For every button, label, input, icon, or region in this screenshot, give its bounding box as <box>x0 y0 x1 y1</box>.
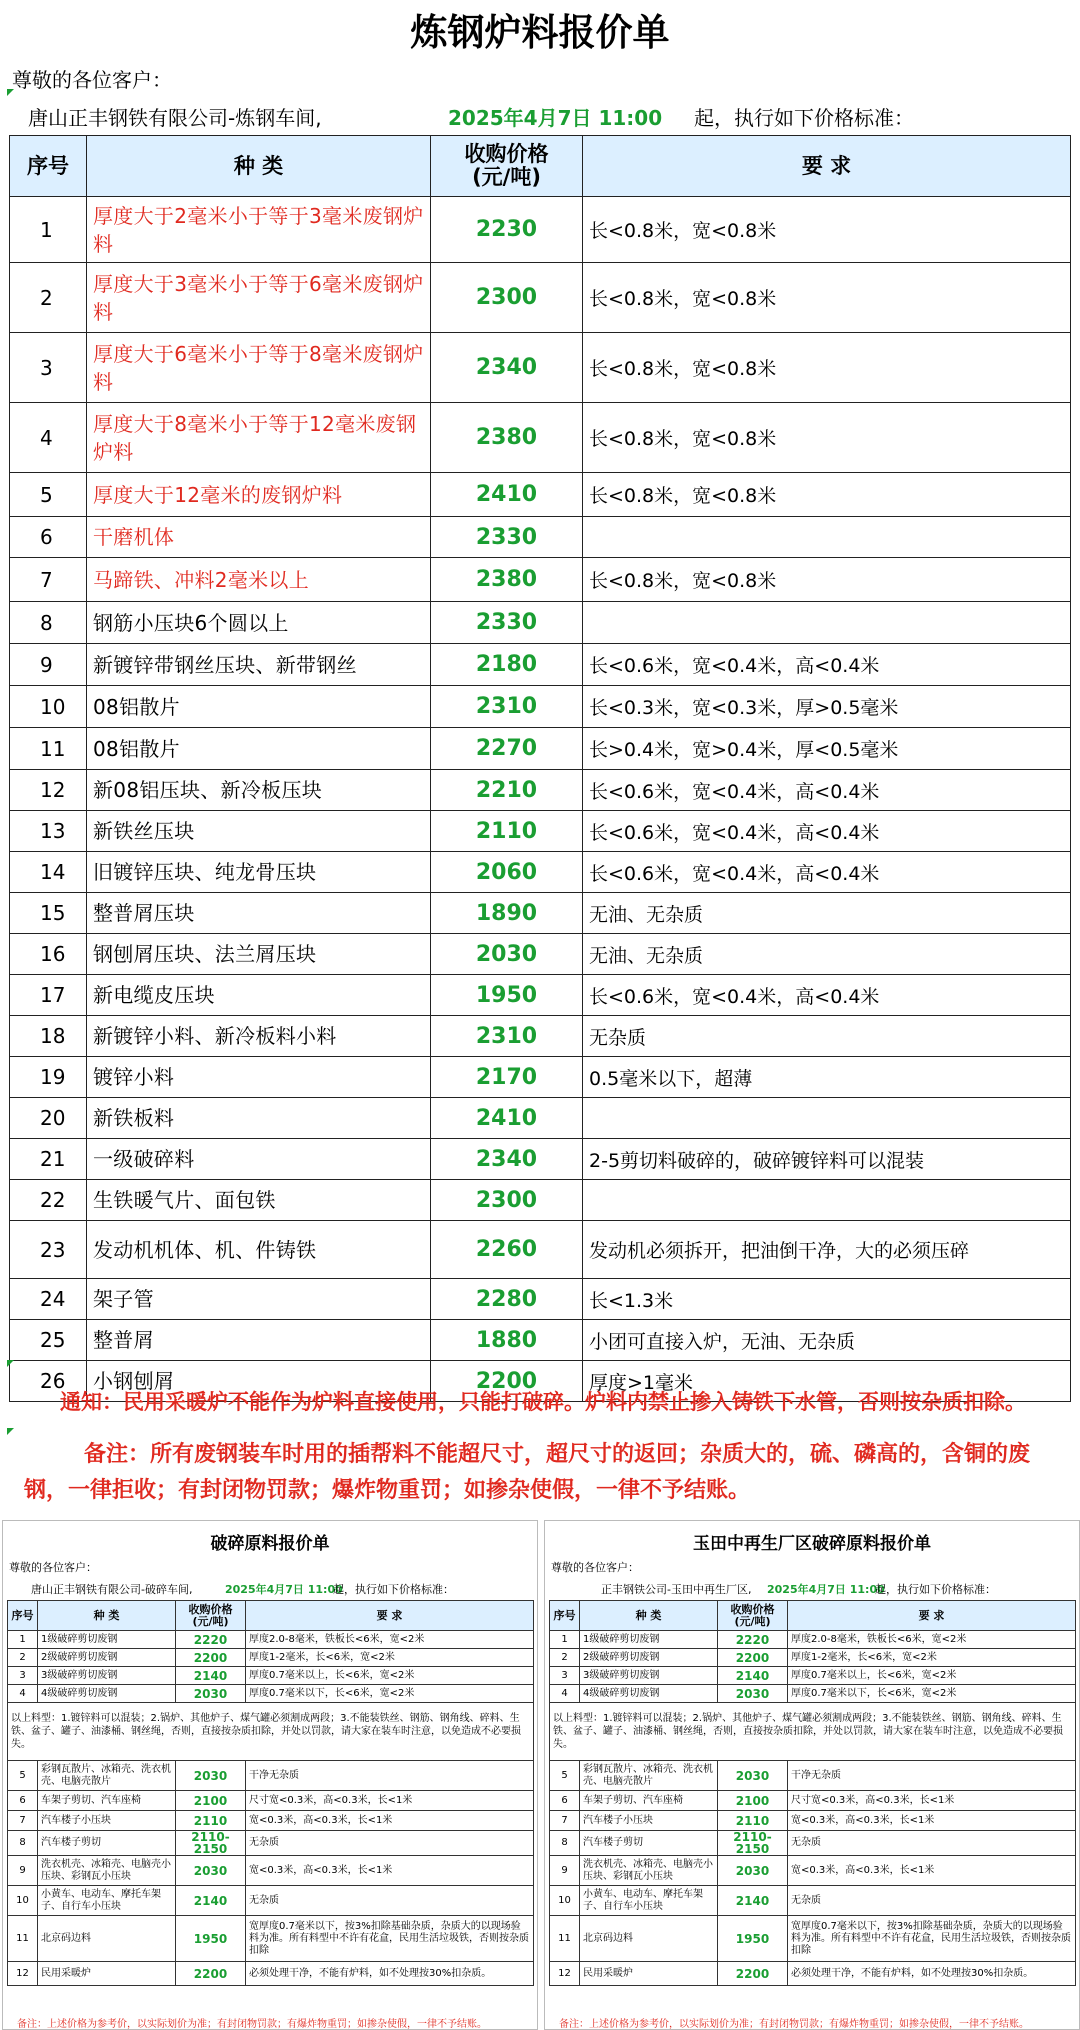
material-name: 钢刨屑压块、法兰屑压块 <box>87 934 431 975</box>
requirement: 长<0.6米，宽<0.4米，高<0.4米 <box>583 975 1071 1016</box>
sheet-row <box>8 1831 534 1856</box>
sheet-cell-price: 2030 <box>718 1761 788 1791</box>
sheet-cell-price: 2030 <box>176 1761 246 1791</box>
remark-text: 备注：所有废钢装车时用的插帮料不能超尺寸，超尺寸的返回；杂质大的，硫、磷高的，含铜的废钢，一律拒收；有封闭物罚款；爆炸物重罚；如掺杂使假，一律不予结账。 <box>24 1442 1031 1503</box>
material-name: 08铝散片 <box>87 686 431 728</box>
material-name: 整普屑 <box>87 1320 431 1361</box>
material-name: 新电缆皮压块 <box>87 975 431 1016</box>
row-number: 19 <box>10 1057 87 1098</box>
material-name: 厚度大于2毫米小于等于3毫米废钢炉料 <box>87 197 431 263</box>
table-row <box>10 934 1071 975</box>
header-no: 序号 <box>10 136 87 197</box>
row-number: 25 <box>10 1320 87 1361</box>
row-number: 10 <box>10 686 87 728</box>
header-price <box>431 136 583 197</box>
yutian-price-sheet <box>544 1520 1080 2030</box>
row-number: 5 <box>10 473 87 517</box>
sheet-row <box>550 1631 1076 1649</box>
purchase-price: 2310 <box>431 1016 583 1057</box>
sheet-cell-name: 3级破碎剪切废钢 <box>580 1667 718 1685</box>
purchase-price: 1950 <box>431 975 583 1016</box>
header-price-line: 收购价格 <box>464 142 549 166</box>
requirement <box>583 1180 1071 1221</box>
requirement <box>583 1098 1071 1139</box>
sheet-table <box>549 1600 1076 1986</box>
sheet-header-cell: 序号 <box>8 1601 38 1631</box>
purchase-price: 2280 <box>431 1279 583 1320</box>
requirement: 2-5剪切料破碎的，破碎镀锌料可以混装 <box>583 1139 1071 1180</box>
sheet-cell-req: 必须处理干净，不能有炉料，如不处理按30%扣杂质。 <box>246 1962 534 1986</box>
sheet-cell-no: 3 <box>550 1667 580 1685</box>
table-row <box>10 1139 1071 1180</box>
sheet-cell-req: 厚度2.0-8毫米，铁板长<6米，宽<2米 <box>788 1631 1076 1649</box>
sheet-cell-name: 彩钢瓦散片、冰箱壳、洗衣机壳、电脑壳散片 <box>38 1761 176 1791</box>
row-number: 18 <box>10 1016 87 1057</box>
row-number: 3 <box>10 333 87 403</box>
sheet-cell-price: 2140 <box>718 1667 788 1685</box>
requirement: 厚度>1毫米 <box>583 1361 1071 1402</box>
header-kind: 种 类 <box>87 136 431 197</box>
row-number: 12 <box>10 770 87 811</box>
sheet-cell-name: 北京码边料 <box>580 1916 718 1962</box>
requirement: 发动机必须拆开，把油倒干净，大的必须压碎 <box>583 1221 1071 1279</box>
material-name: 干磨机体 <box>87 517 431 558</box>
purchase-price: 2300 <box>431 263 583 333</box>
sheet-cell-no: 11 <box>8 1916 38 1962</box>
sheet-cell-req: 厚度0.7毫米以下，长<6米，宽<2米 <box>246 1685 534 1703</box>
sheet-cell-req: 厚度2.0-8毫米，铁板长<6米，宽<2米 <box>246 1631 534 1649</box>
requirement: 长<0.8米，宽<0.8米 <box>583 263 1071 333</box>
sheet-cell-req: 厚度1-2毫米，长<6米，宽<2米 <box>246 1649 534 1667</box>
sheet-cell-req: 干净无杂质 <box>788 1761 1076 1791</box>
table-row <box>10 333 1071 403</box>
sheet-row <box>8 1667 534 1685</box>
sheet-cell-price: 2110 <box>176 1811 246 1831</box>
material-name: 小钢刨屑 <box>87 1361 431 1402</box>
requirement: 长<0.8米，宽<0.8米 <box>583 473 1071 517</box>
sheet-cell-no: 4 <box>8 1685 38 1703</box>
sheet-greeting: 尊敬的各位客户： <box>551 1561 639 1574</box>
material-name: 厚度大于6毫米小于等于8毫米废钢炉料 <box>87 333 431 403</box>
sheet-cell-name: 3级破碎剪切废钢 <box>38 1667 176 1685</box>
table-row <box>10 811 1071 852</box>
sheet-header-cell: 种 类 <box>38 1601 176 1631</box>
sheet-cell-name: 4级破碎剪切废钢 <box>580 1685 718 1703</box>
effective-suffix: 起，执行如下价格标准： <box>694 106 914 130</box>
material-name: 钢筋小压块6个圆以上 <box>87 602 431 644</box>
material-name: 整普屑压块 <box>87 893 431 934</box>
table-row <box>10 770 1071 811</box>
row-number: 13 <box>10 811 87 852</box>
purchase-price: 2260 <box>431 1221 583 1279</box>
table-row <box>10 517 1071 558</box>
cell-marker-icon <box>7 1428 14 1435</box>
sheet-cell-no: 8 <box>8 1831 38 1856</box>
sheet-suffix: 起，执行如下价格标准： <box>875 1583 996 1596</box>
row-number: 14 <box>10 852 87 893</box>
purchase-price: 2270 <box>431 728 583 770</box>
sheet-cell-name: 民用采暖炉 <box>580 1962 718 1986</box>
header-requirement: 要 求 <box>583 136 1071 197</box>
requirement: 长<1.3米 <box>583 1279 1071 1320</box>
sheet-cell-price: 2200 <box>718 1649 788 1667</box>
requirement: 小团可直接入炉，无油、无杂质 <box>583 1320 1071 1361</box>
table-row <box>10 893 1071 934</box>
sheet-cell-no: 12 <box>550 1962 580 1986</box>
sheet-cell-no: 2 <box>550 1649 580 1667</box>
sheet-table <box>7 1600 534 1986</box>
sheet-suffix: 起，执行如下价格标准： <box>333 1583 454 1596</box>
sheet-cell-name: 车架子剪切、汽车座椅 <box>38 1791 176 1811</box>
sheet-row <box>8 1962 534 1986</box>
purchase-price: 2410 <box>431 473 583 517</box>
sheet-cell-name: 1级破碎剪切废钢 <box>580 1631 718 1649</box>
sheet-cell-req: 无杂质 <box>246 1886 534 1916</box>
material-name: 厚度大于8毫米小于等于12毫米废钢炉料 <box>87 403 431 473</box>
table-row <box>10 1180 1071 1221</box>
row-number: 2 <box>10 263 87 333</box>
header-price-line: (元/吨) <box>472 165 541 189</box>
sheet-cell-price: 1950 <box>176 1916 246 1962</box>
sheet-cell-no: 9 <box>8 1856 38 1886</box>
sheet-row <box>550 1962 1076 1986</box>
sheet-cell-no: 1 <box>550 1631 580 1649</box>
row-number: 7 <box>10 558 87 602</box>
row-number: 11 <box>10 728 87 770</box>
requirement: 无杂质 <box>583 1016 1071 1057</box>
purchase-price: 2340 <box>431 1139 583 1180</box>
sheet-cell-name: 4级破碎剪切废钢 <box>38 1685 176 1703</box>
table-row <box>10 1221 1071 1279</box>
sheet-cell-price: 2200 <box>718 1962 788 1986</box>
sheet-row <box>8 1856 534 1886</box>
sheet-cell-no: 10 <box>8 1886 38 1916</box>
requirement: 无油、无杂质 <box>583 893 1071 934</box>
purchase-price: 2170 <box>431 1057 583 1098</box>
sheet-cell-req: 宽<0.3米，高<0.3米，长<1米 <box>788 1811 1076 1831</box>
requirement: 长<0.8米，宽<0.8米 <box>583 197 1071 263</box>
material-name: 厚度大于3毫米小于等于6毫米废钢炉料 <box>87 263 431 333</box>
sheet-cell-name: 汽车楼子剪切 <box>38 1831 176 1856</box>
sheet-cell-no: 1 <box>8 1631 38 1649</box>
sheet-cell-name: 彩钢瓦散片、冰箱壳、洗衣机壳、电脑壳散片 <box>580 1761 718 1791</box>
material-name: 新08铝压块、新冷板压块 <box>87 770 431 811</box>
sheet-note: 以上料型：1.镀锌料可以混装；2.锅炉、其他炉子、煤气罐必须割成两段；3.不能装铁丝、钢筋、钢角线、碎料、生铁、盆子、罐子、油漆桶、钢丝绳，否则，直接按杂质扣除，并处以罚款，请大家在装车时注意，以免造成不必要损失。 <box>550 1703 1076 1761</box>
table-row <box>10 728 1071 770</box>
sheet-row <box>8 1916 534 1962</box>
purchase-price: 2180 <box>431 644 583 686</box>
material-name: 新镀锌带钢丝压块、新带钢丝 <box>87 644 431 686</box>
effective-date: 2025年4月7日 11:00 <box>448 106 663 130</box>
sheet-cell-req: 无杂质 <box>788 1886 1076 1916</box>
sheet-cell-price: 2110-2150 <box>176 1831 246 1856</box>
table-header-row <box>10 136 1071 197</box>
page-title: 炼钢炉料报价单 <box>410 11 670 54</box>
sheet-row <box>550 1811 1076 1831</box>
material-name: 厚度大于12毫米的废钢炉料 <box>87 473 431 517</box>
purchase-price: 2210 <box>431 770 583 811</box>
sheet-cell-price: 2200 <box>176 1962 246 1986</box>
sheet-cell-no: 9 <box>550 1856 580 1886</box>
sheet-cell-price: 2030 <box>718 1685 788 1703</box>
sheet-cell-price: 2220 <box>718 1631 788 1649</box>
row-number: 23 <box>10 1221 87 1279</box>
sheet-cell-price: 2030 <box>718 1856 788 1886</box>
sheet-cell-req: 必须处理干净，不能有炉料，如不处理按30%扣杂质。 <box>788 1962 1076 1986</box>
requirement <box>583 517 1071 558</box>
sheet-cell-no: 2 <box>8 1649 38 1667</box>
sheet-header-cell: 序号 <box>550 1601 580 1631</box>
sheet-cell-name: 汽车楼子小压块 <box>580 1811 718 1831</box>
requirement: 长<0.6米，宽<0.4米，高<0.4米 <box>583 644 1071 686</box>
requirement: 无油、无杂质 <box>583 934 1071 975</box>
sheet-cell-no: 10 <box>550 1886 580 1916</box>
sheet-row <box>550 1685 1076 1703</box>
requirement <box>583 602 1071 644</box>
row-number: 17 <box>10 975 87 1016</box>
material-name: 新铁丝压块 <box>87 811 431 852</box>
sheet-title: 破碎原料报价单 <box>210 1534 330 1554</box>
company-name: 唐山正丰钢铁有限公司-炼钢车间, <box>28 106 322 130</box>
sheet-row <box>550 1791 1076 1811</box>
table-row <box>10 852 1071 893</box>
crushing-price-sheet <box>2 1520 538 2030</box>
sheet-cell-name: 1级破碎剪切废钢 <box>38 1631 176 1649</box>
main-price-table <box>9 135 1071 1402</box>
row-number: 24 <box>10 1279 87 1320</box>
table-row <box>10 403 1071 473</box>
requirement: 0.5毫米以下，超薄 <box>583 1057 1071 1098</box>
sheet-greeting: 尊敬的各位客户： <box>9 1561 97 1574</box>
sheet-cell-no: 5 <box>8 1761 38 1791</box>
sheet-cell-no: 7 <box>8 1811 38 1831</box>
table-row <box>10 686 1071 728</box>
sheet-cell-req: 宽<0.3米，高<0.3米，长<1米 <box>246 1811 534 1831</box>
sheet-row <box>550 1886 1076 1916</box>
sheet-row <box>8 1811 534 1831</box>
sheet-cell-req: 干净无杂质 <box>246 1761 534 1791</box>
sheet-cell-req: 宽厚度0.7毫米以下，按3%扣除基础杂质，杂质大的以现场验料为准。所有料型中不许有花盒，民用生活垃圾铁，否则按杂质扣除 <box>788 1916 1076 1962</box>
notice-text: 通知：民用采暖炉不能作为炉料直接使用，只能打破碎。炉料内禁止掺入铸铁下水管，否则按杂质扣除。 <box>60 1390 1026 1414</box>
sheet-company: 正丰钢铁公司-玉田中再生厂区, <box>601 1583 752 1596</box>
sheet-cell-req: 宽厚度0.7毫米以下，按3%扣除基础杂质，杂质大的以现场验料为准。所有料型中不许有花盒，民用生活垃圾铁，否则按杂质扣除 <box>246 1916 534 1962</box>
requirement: 长<0.6米，宽<0.4米，高<0.4米 <box>583 770 1071 811</box>
sheet-cell-no: 5 <box>550 1761 580 1791</box>
purchase-price: 2410 <box>431 1098 583 1139</box>
row-number: 15 <box>10 893 87 934</box>
row-number: 22 <box>10 1180 87 1221</box>
table-row <box>10 473 1071 517</box>
sheet-cell-price: 1950 <box>718 1916 788 1962</box>
sheet-row <box>8 1685 534 1703</box>
sheet-cell-price: 2110-2150 <box>718 1831 788 1856</box>
sheet-cell-req: 宽<0.3米，高<0.3米，长<1米 <box>788 1856 1076 1886</box>
sheet-cell-name: 2级破碎剪切废钢 <box>580 1649 718 1667</box>
sheet-row <box>8 1761 534 1791</box>
purchase-price: 2380 <box>431 403 583 473</box>
requirement: 长<0.6米，宽<0.4米，高<0.4米 <box>583 852 1071 893</box>
sheet-cell-price: 2030 <box>176 1685 246 1703</box>
sheet-company: 唐山正丰钢铁有限公司-破碎车间, <box>31 1583 193 1596</box>
sheet-cell-name: 小黄车、电动车、摩托车架子、自行车小压块 <box>38 1886 176 1916</box>
sheet-cell-price: 2100 <box>718 1791 788 1811</box>
material-name: 架子管 <box>87 1279 431 1320</box>
sheet-header-cell: 收购价格 (元/吨) <box>718 1601 788 1631</box>
sheet-cell-price: 2140 <box>176 1886 246 1916</box>
row-number: 8 <box>10 602 87 644</box>
purchase-price: 2060 <box>431 852 583 893</box>
sheet-cell-name: 洗衣机壳、冰箱壳、电脑壳小压块、彩钢瓦小压块 <box>38 1856 176 1886</box>
purchase-price: 2200 <box>431 1361 583 1402</box>
sheet-cell-price: 2030 <box>176 1856 246 1886</box>
sheet-header-cell: 种 类 <box>580 1601 718 1631</box>
material-name: 发动机机体、机、件铸铁 <box>87 1221 431 1279</box>
sheet-cell-req: 厚度1-2毫米，长<6米，宽<2米 <box>788 1649 1076 1667</box>
sheet-footer: 备注：上述价格为参考价，以实际划价为准；有封闭物罚款；有爆炸物重罚；如掺杂使假，一律不予结账。 <box>17 2019 487 2030</box>
sheet-cell-req: 厚度0.7毫米以下，长<6米，宽<2米 <box>788 1685 1076 1703</box>
table-row <box>10 1098 1071 1139</box>
table-row <box>10 644 1071 686</box>
info-line <box>28 102 1068 132</box>
table-row <box>10 1320 1071 1361</box>
sheet-header-cell: 收购价格 (元/吨) <box>176 1601 246 1631</box>
sheet-row <box>8 1631 534 1649</box>
table-row <box>10 1016 1071 1057</box>
sheet-row <box>550 1831 1076 1856</box>
sheet-cell-req: 厚度0.7毫米以上，长<6米，宽<2米 <box>788 1667 1076 1685</box>
sheet-row <box>550 1856 1076 1886</box>
sheet-cell-name: 小黄车、电动车、摩托车架子、自行车小压块 <box>580 1886 718 1916</box>
table-row <box>10 1057 1071 1098</box>
requirement: 长<0.8米，宽<0.8米 <box>583 333 1071 403</box>
sheet-cell-price: 2110 <box>718 1811 788 1831</box>
sheet-cell-req: 厚度0.7毫米以上，长<6米，宽<2米 <box>246 1667 534 1685</box>
sheet-cell-name: 洗衣机壳、冰箱壳、电脑壳小压块、彩钢瓦小压块 <box>580 1856 718 1886</box>
sheet-row <box>8 1886 534 1916</box>
row-number: 9 <box>10 644 87 686</box>
sheet-date: 2025年4月7日 11:00 <box>225 1583 343 1596</box>
sheet-row <box>550 1761 1076 1791</box>
sheet-cell-req: 尺寸宽<0.3米，高<0.3米，长<1米 <box>246 1791 534 1811</box>
sheet-row <box>550 1916 1076 1962</box>
row-number: 20 <box>10 1098 87 1139</box>
sheet-cell-name: 2级破碎剪切废钢 <box>38 1649 176 1667</box>
greeting: 尊敬的各位客户： <box>12 68 172 92</box>
sheet-header-cell: 要 求 <box>246 1601 534 1631</box>
row-number: 26 <box>10 1361 87 1402</box>
material-name: 08铝散片 <box>87 728 431 770</box>
sheet-cell-no: 4 <box>550 1685 580 1703</box>
sheet-cell-no: 11 <box>550 1916 580 1962</box>
sheet-cell-name: 北京码边料 <box>38 1916 176 1962</box>
sheet-cell-no: 6 <box>8 1791 38 1811</box>
purchase-price: 2030 <box>431 934 583 975</box>
sheet-cell-name: 车架子剪切、汽车座椅 <box>580 1791 718 1811</box>
sheet-cell-req: 无杂质 <box>788 1831 1076 1856</box>
table-row <box>10 602 1071 644</box>
sheet-cell-name: 汽车楼子小压块 <box>38 1811 176 1831</box>
material-name: 马蹄铁、冲料2毫米以上 <box>87 558 431 602</box>
sheet-cell-name: 汽车楼子剪切 <box>580 1831 718 1856</box>
material-name: 新铁板料 <box>87 1098 431 1139</box>
sheet-row <box>550 1649 1076 1667</box>
requirement: 长<0.8米，宽<0.8米 <box>583 403 1071 473</box>
sheet-cell-req: 无杂质 <box>246 1831 534 1856</box>
purchase-price: 2310 <box>431 686 583 728</box>
purchase-price: 2340 <box>431 333 583 403</box>
sheet-row <box>550 1667 1076 1685</box>
purchase-price: 1890 <box>431 893 583 934</box>
purchase-price: 2230 <box>431 197 583 263</box>
purchase-price: 2330 <box>431 517 583 558</box>
requirement: 长<0.3米，宽<0.3米，厚>0.5毫米 <box>583 686 1071 728</box>
sheet-cell-no: 6 <box>550 1791 580 1811</box>
sheet-cell-price: 2200 <box>176 1649 246 1667</box>
requirement: 长>0.4米，宽>0.4米，厚<0.5毫米 <box>583 728 1071 770</box>
table-row <box>10 197 1071 263</box>
sheet-title: 玉田中再生厂区破碎原料报价单 <box>693 1534 931 1554</box>
purchase-price: 2330 <box>431 602 583 644</box>
sheet-cell-no: 3 <box>8 1667 38 1685</box>
sheet-cell-price: 2220 <box>176 1631 246 1649</box>
row-number: 4 <box>10 403 87 473</box>
material-name: 旧镀锌压块、纯龙骨压块 <box>87 852 431 893</box>
row-number: 1 <box>10 197 87 263</box>
sheet-date: 2025年4月7日 11:00 <box>767 1583 885 1596</box>
sheet-note: 以上料型：1.镀锌料可以混装；2.锅炉、其他炉子、煤气罐必须割成两段；3.不能装铁丝、钢筋、钢角线、碎料、生铁、盆子、罐子、油漆桶、钢丝绳，否则，直接按杂质扣除，并处以罚款，请大家在装车时注意，以免造成不必要损失。 <box>8 1703 534 1761</box>
row-number: 6 <box>10 517 87 558</box>
requirement: 长<0.6米，宽<0.4米，高<0.4米 <box>583 811 1071 852</box>
purchase-price: 2380 <box>431 558 583 602</box>
purchase-price: 2110 <box>431 811 583 852</box>
material-name: 新镀锌小料、新冷板料小料 <box>87 1016 431 1057</box>
table-row <box>10 558 1071 602</box>
sheet-cell-no: 7 <box>550 1811 580 1831</box>
row-number: 21 <box>10 1139 87 1180</box>
table-row <box>10 1279 1071 1320</box>
requirement: 长<0.8米，宽<0.8米 <box>583 558 1071 602</box>
sheet-cell-price: 2140 <box>718 1886 788 1916</box>
row-number: 16 <box>10 934 87 975</box>
sheet-cell-price: 2140 <box>176 1667 246 1685</box>
material-name: 镀锌小料 <box>87 1057 431 1098</box>
table-row <box>10 975 1071 1016</box>
sheet-cell-price: 2100 <box>176 1791 246 1811</box>
purchase-price: 2300 <box>431 1180 583 1221</box>
purchase-price: 1880 <box>431 1320 583 1361</box>
sheet-cell-name: 民用采暖炉 <box>38 1962 176 1986</box>
sheet-cell-no: 12 <box>8 1962 38 1986</box>
material-name: 一级破碎料 <box>87 1139 431 1180</box>
sheet-cell-req: 宽<0.3米，高<0.3米，长<1米 <box>246 1856 534 1886</box>
sheet-footer: 备注：上述价格为参考价，以实际划价为准；有封闭物罚款；有爆炸物重罚；如掺杂使假，一律不予结账。 <box>559 2019 1029 2030</box>
table-row <box>10 263 1071 333</box>
sheet-cell-no: 8 <box>550 1831 580 1856</box>
cell-marker-icon <box>7 1360 14 1367</box>
sheet-row <box>8 1791 534 1811</box>
sheet-row <box>8 1649 534 1667</box>
material-name: 生铁暖气片、面包铁 <box>87 1180 431 1221</box>
sheet-header-cell: 要 求 <box>788 1601 1076 1631</box>
sheet-cell-req: 尺寸宽<0.3米，高<0.3米，长<1米 <box>788 1791 1076 1811</box>
